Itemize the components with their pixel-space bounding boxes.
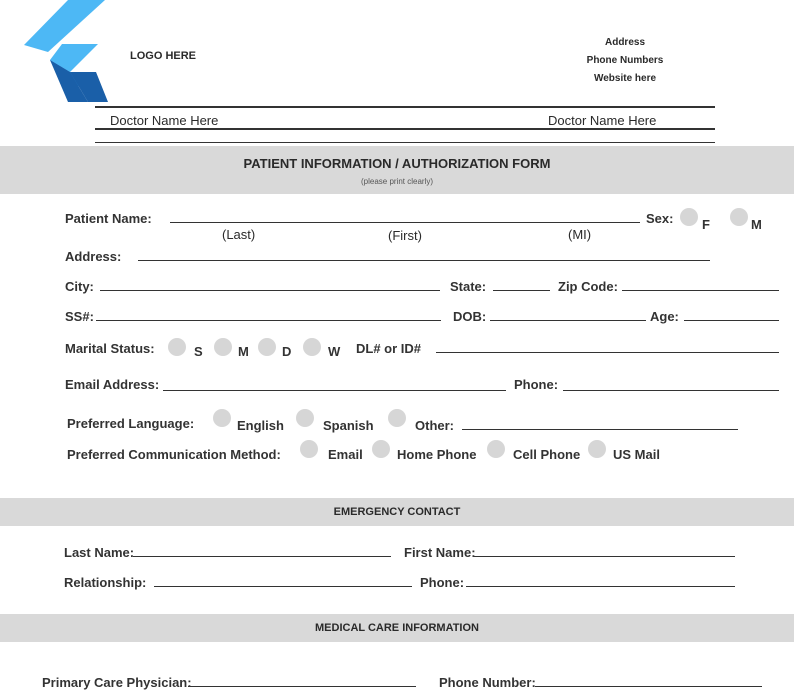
marital-d-label: D	[282, 344, 292, 359]
comm-email-label: Email	[328, 447, 363, 462]
language-other-radio[interactable]	[388, 409, 406, 427]
marital-m-label: M	[238, 344, 249, 359]
doctor-name-right: Doctor Name Here	[548, 113, 657, 128]
language-spanish-radio[interactable]	[296, 409, 314, 427]
patient-section-subtitle: (please print clearly)	[360, 177, 434, 186]
language-other-label: Other:	[415, 418, 454, 433]
comm-cell-phone-label: Cell Phone	[513, 447, 581, 462]
phone-numbers-text: Phone Numbers	[586, 55, 664, 66]
header-rule-mid	[95, 128, 715, 130]
logo-icon	[10, 0, 110, 104]
address-field[interactable]	[138, 260, 710, 261]
preferred-language-label: Preferred Language:	[67, 416, 195, 431]
patient-name-label: Patient Name:	[65, 211, 152, 226]
language-spanish-label: Spanish	[323, 418, 374, 433]
preferred-communication-label: Preferred Communication Method:	[67, 447, 281, 462]
logo-text: LOGO HERE	[130, 50, 197, 62]
state-label: State:	[450, 279, 487, 294]
website-text: Website here	[593, 73, 657, 84]
comm-cell-phone-radio[interactable]	[487, 440, 505, 458]
marital-s-radio[interactable]	[168, 338, 186, 356]
comm-email-radio[interactable]	[300, 440, 318, 458]
phone-number-field[interactable]	[535, 686, 762, 687]
emergency-last-name-field[interactable]	[133, 556, 391, 557]
marital-w-label: W	[328, 344, 341, 359]
email-address-field[interactable]	[163, 390, 506, 391]
medical-section-title: MEDICAL CARE INFORMATION	[315, 622, 479, 634]
marital-m-radio[interactable]	[214, 338, 232, 356]
address-text: Address	[604, 37, 645, 48]
primary-care-physician-field[interactable]	[188, 686, 416, 687]
phone-label: Phone:	[514, 377, 559, 392]
city-field[interactable]	[100, 290, 440, 291]
emergency-relationship-label: Relationship:	[64, 575, 147, 590]
comm-home-phone-label: Home Phone	[397, 447, 477, 462]
marital-s-label: S	[194, 344, 203, 359]
ss-label: SS#:	[65, 309, 94, 324]
comm-home-phone-radio[interactable]	[372, 440, 390, 458]
language-english-label: English	[237, 418, 284, 433]
age-label: Age:	[650, 309, 679, 324]
phone-field[interactable]	[563, 390, 779, 391]
first-name-caption: (First)	[388, 228, 422, 243]
email-address-label: Email Address:	[65, 377, 160, 392]
comm-us-mail-label: US Mail	[613, 447, 660, 462]
sex-m-label: M	[751, 217, 762, 232]
dl-id-field[interactable]	[436, 352, 779, 353]
emergency-section-title: EMERGENCY CONTACT	[333, 506, 461, 518]
patient-section-title: PATIENT INFORMATION / AUTHORIZATION FORM	[243, 156, 551, 171]
emergency-phone-field[interactable]	[466, 586, 735, 587]
state-field[interactable]	[493, 290, 550, 291]
dob-field[interactable]	[490, 320, 646, 321]
comm-us-mail-radio[interactable]	[588, 440, 606, 458]
emergency-first-name-label: First Name:	[404, 545, 476, 560]
phone-number-label: Phone Number:	[439, 675, 536, 690]
address-label: Address:	[65, 249, 122, 264]
emergency-first-name-field[interactable]	[474, 556, 735, 557]
age-field[interactable]	[684, 320, 779, 321]
practice-contact	[570, 34, 680, 88]
marital-status-label: Marital Status:	[65, 341, 155, 356]
middle-initial-caption: (MI)	[568, 227, 592, 242]
header-rule-bottom	[95, 142, 715, 143]
sex-m-radio[interactable]	[730, 208, 748, 226]
dl-id-label: DL# or ID#	[356, 341, 422, 356]
last-name-caption: (Last)	[222, 227, 256, 242]
primary-care-physician-label: Primary Care Physician:	[42, 675, 192, 690]
language-english-radio[interactable]	[213, 409, 231, 427]
emergency-phone-label: Phone:	[420, 575, 465, 590]
marital-d-radio[interactable]	[258, 338, 276, 356]
emergency-last-name-label: Last Name:	[64, 545, 135, 560]
zip-code-field[interactable]	[622, 290, 779, 291]
sex-f-label: F	[702, 217, 710, 232]
marital-w-radio[interactable]	[303, 338, 321, 356]
doctor-name-left: Doctor Name Here	[110, 113, 219, 128]
ss-field[interactable]	[96, 320, 441, 321]
emergency-relationship-field[interactable]	[154, 586, 412, 587]
language-other-field[interactable]	[462, 429, 738, 430]
sex-f-radio[interactable]	[680, 208, 698, 226]
header-rule-top	[95, 106, 715, 108]
zip-code-label: Zip Code:	[558, 279, 618, 294]
dob-label: DOB:	[453, 309, 487, 324]
city-label: City:	[65, 279, 94, 294]
patient-name-field[interactable]	[170, 222, 640, 223]
sex-label: Sex:	[646, 211, 674, 226]
